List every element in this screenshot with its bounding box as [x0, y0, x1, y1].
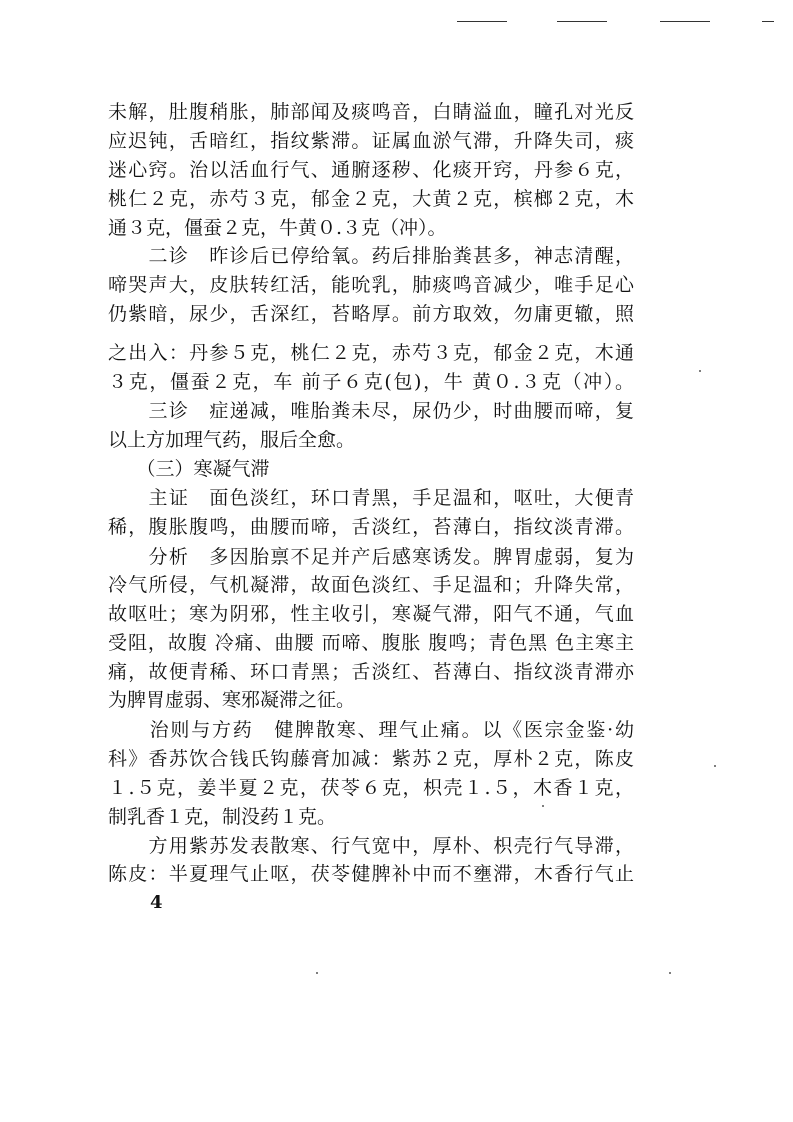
text-line: 应迟钝，舌暗红，指纹紫滞。证属血淤气滞，升降失司，痰 [108, 130, 634, 152]
header-rule [762, 21, 774, 22]
text-line: 二诊 昨诊后已停给氧。药后排胎粪甚多，神志清醒， [108, 245, 634, 267]
page-number: 4 [150, 892, 163, 913]
text-line: 未解，肚腹稍胀，肺部闻及痰鸣音，白睛溢血，瞳孔对光反 [108, 101, 634, 123]
text-line: 受阻，故腹 冷痛、曲腰 而啼、腹胀 腹鸣；青色黑 色主寒主 [108, 632, 634, 654]
scan-speck [316, 972, 318, 974]
text-line: 科》香苏饮合钱氏钩藤膏加减：紫苏２克，厚朴２克，陈皮 [108, 748, 634, 770]
section-heading: （三）寒凝气滞 [108, 458, 270, 480]
text-line: 以上方加理气药，服后全愈。 [108, 429, 356, 451]
text-line: 为脾胃虚弱、寒邪凝滞之征。 [108, 689, 356, 711]
text-line: ３克，僵蚕２克，车 前子６克(包)，牛 黄０.３克（冲）。 [108, 371, 634, 393]
text-line: 迷心窍。治以活血行气、通腑逐秽、化痰开窍，丹参６克， [108, 159, 634, 181]
text-line: 啼哭声大，皮肤转红活，能吮乳，肺痰鸣音减少，唯手足心 [108, 274, 634, 296]
text-line: １.５克，姜半夏２克，茯苓６克，枳壳１.５，木香１克， [108, 777, 634, 799]
scan-speck [699, 370, 701, 372]
scan-speck [714, 765, 716, 767]
scan-speck [542, 805, 544, 807]
text-line: 治则与方药 健脾散寒、理气止痛。以《医宗金鉴·幼 [108, 719, 634, 741]
header-rule [557, 21, 607, 22]
text-line: 主证 面色淡红，环口青黑，手足温和，呕吐，大便青 [108, 487, 634, 509]
text-line: 稀，腹胀腹鸣，曲腰而啼，舌淡红，苔薄白，指纹淡青滞。 [108, 516, 634, 538]
text-line: 桃仁２克，赤芍３克，郁金２克，大黄２克，槟榔２克，木 [108, 188, 634, 210]
header-rule [660, 21, 710, 22]
text-line: 之出入：丹参５克，桃仁２克，赤芍３克，郁金２克，木通 [108, 342, 634, 364]
text-line: 仍紫暗，尿少，舌深红，苔略厚。前方取效，勿庸更辙，照 [108, 303, 634, 325]
text-line: 痛，故便青稀、环口青黑；舌淡红、苔薄白、指纹淡青滞亦 [108, 661, 634, 683]
header-rule [457, 21, 507, 22]
text-line: 冷气所侵，气机凝滞，故面色淡红、手足温和；升降失常， [108, 574, 634, 596]
text-line: 故呕吐；寒为阴邪，性主收引，寒凝气滞，阳气不通，气血 [108, 603, 634, 625]
text-line: 陈皮：半夏理气止呕，茯苓健脾补中而不壅滞，木香行气止 [108, 863, 634, 885]
scan-speck [669, 972, 671, 974]
text-line: 三诊 症递减，唯胎粪未尽，尿仍少，时曲腰而啼，复 [108, 400, 634, 422]
text-line: 分析 多因胎禀不足并产后感寒诱发。脾胃虚弱，复为 [108, 546, 634, 568]
text-line: 通３克，僵蚕２克，牛黄０.３克（冲）。 [108, 217, 447, 239]
text-line: 方用紫苏发表散寒、行气宽中，厚朴、枳壳行气导滞， [108, 835, 634, 857]
text-line: 制乳香１克，制没药１克。 [108, 806, 337, 828]
